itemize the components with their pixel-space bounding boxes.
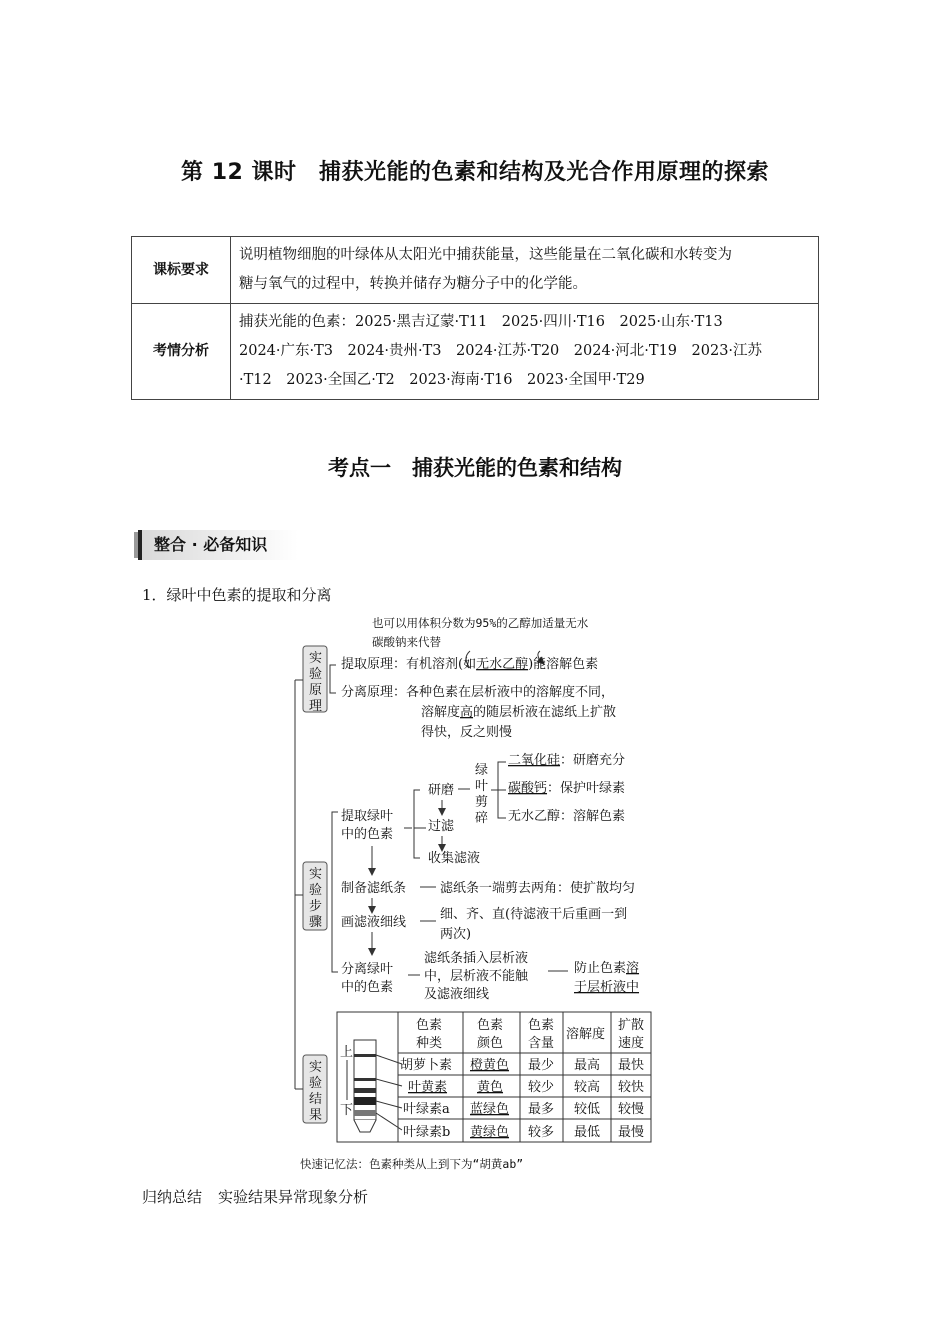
table-cell: 叶绿素b xyxy=(403,1125,451,1140)
table-cell: 最低 xyxy=(574,1125,601,1140)
up-label: 上 xyxy=(340,1045,354,1060)
box-char: 理 xyxy=(309,699,323,714)
table-cell: 叶黄素 xyxy=(408,1080,448,1095)
table-cell: 最慢 xyxy=(618,1125,645,1140)
table-cell: 最高 xyxy=(574,1058,601,1073)
table-cell: 黄色 xyxy=(477,1080,504,1095)
text-line: 捕获光能的色素：2025·黑吉辽蒙·T11 2025·四川·T16 2025·山东·T13 xyxy=(239,314,723,330)
table-cell: 最少 xyxy=(528,1058,555,1073)
box-char: 骤 xyxy=(309,915,323,930)
page-title: 第 12 课时 捕获光能的色素和结构及光合作用原理的探索 xyxy=(181,160,769,185)
step-prep-strip: 制备滤纸条 xyxy=(341,881,407,896)
down-label: 下 xyxy=(340,1103,354,1118)
memory-tip: 快速记忆法：色素种类从上到下为“胡黄ab” xyxy=(300,1157,524,1171)
row-label-analysis: 考情分析 xyxy=(132,304,231,400)
table-cell: 胡萝卜素 xyxy=(400,1058,453,1073)
note-text: 碳酸钠来代替 xyxy=(372,635,441,649)
insert-desc: 及滤液细线 xyxy=(424,987,490,1002)
bracket xyxy=(414,790,420,858)
table-cell: 较慢 xyxy=(618,1102,645,1117)
table-header: 色素 xyxy=(528,1018,555,1033)
section-badge: 整合 · 必备知识 xyxy=(138,530,298,560)
table-header: 色素 xyxy=(477,1018,504,1033)
table-cell: 蓝绿色 xyxy=(470,1102,510,1117)
summary-text: 实验结果异常现象分析 xyxy=(218,1188,369,1206)
table-cell: 较多 xyxy=(528,1125,555,1140)
text-line: 2024·广东·T3 2024·贵州·T3 2024·江苏·T20 2024·河北·T19 2023·江苏 xyxy=(239,343,763,359)
table-header: 溶解度 xyxy=(566,1027,606,1042)
table-cell: 叶绿素a xyxy=(403,1102,450,1117)
table-cell: 较低 xyxy=(574,1102,601,1117)
bracket xyxy=(332,812,338,972)
ethanol-line: 无水乙醇：溶解色素 xyxy=(508,809,626,824)
box-char: 实 xyxy=(309,651,323,666)
draw-line-desc: 细、齐、直(待滤液干后重画一到 xyxy=(440,907,628,922)
box-char: 步 xyxy=(309,899,323,914)
leaf-cut-char: 碎 xyxy=(475,811,489,826)
step-extract: 中的色素 xyxy=(341,827,394,842)
text-line: 糖与氧气的过程中，转换并储存为糖分子中的化学能。 xyxy=(239,276,587,292)
step-filter: 过滤 xyxy=(428,819,455,834)
table-cell: 较少 xyxy=(528,1080,555,1095)
table-cell: 较高 xyxy=(574,1080,601,1095)
step-collect: 收集滤液 xyxy=(428,851,481,866)
note-text: 也可以用体积分数为95%的乙醇加适量无水 xyxy=(372,616,589,630)
box-char: 实 xyxy=(309,1060,323,1075)
prevent-desc: 于层析液中 xyxy=(574,980,640,995)
step-grind: 研磨 xyxy=(428,783,455,798)
separate-principle: 得快，反之则慢 xyxy=(421,725,513,740)
table-cell: 最快 xyxy=(618,1058,645,1073)
extract-principle: 提取原理：有机溶剂(如无水乙醇)能溶解色素 xyxy=(341,657,599,672)
box-char: 果 xyxy=(309,1108,323,1123)
row-label-standard: 课标要求 xyxy=(132,237,231,304)
table-cell: 较快 xyxy=(618,1080,645,1095)
section-title: 考点一 捕获光能的色素和结构 xyxy=(328,456,622,480)
chromatography-strip xyxy=(354,1040,376,1132)
insert-desc: 中，层析液不能触 xyxy=(424,969,529,984)
box-char: 验 xyxy=(309,883,323,898)
table-header: 颜色 xyxy=(477,1036,504,1051)
step-separate: 分离绿叶 xyxy=(341,962,394,977)
separate-principle: 溶解度高的随层析液在滤纸上扩散 xyxy=(421,705,617,720)
table-cell: 橙黄色 xyxy=(470,1058,510,1073)
leaf-cut-char: 绿 xyxy=(475,763,489,778)
box-char: 结 xyxy=(309,1092,323,1107)
step-extract: 提取绿叶 xyxy=(341,809,394,824)
summary-heading xyxy=(142,1186,368,1207)
table-header: 色素 xyxy=(416,1018,443,1033)
table-cell: 黄绿色 xyxy=(470,1125,510,1140)
paragraph-heading: 1．绿叶中色素的提取和分离 xyxy=(142,586,332,604)
leaf-cut-char: 剪 xyxy=(475,795,489,810)
separate-principle: 分离原理：各种色素在层析液中的溶解度不同， xyxy=(341,685,615,700)
insert-desc: 滤纸条插入层析液 xyxy=(424,951,529,966)
summary-label: 归纳总结 xyxy=(142,1188,203,1206)
table-header: 扩散 xyxy=(618,1018,645,1033)
bracket xyxy=(330,665,336,693)
caco3-line: 碳酸钙：保护叶绿素 xyxy=(508,781,626,796)
box-char: 原 xyxy=(309,683,323,698)
sio2-line: 二氧化硅：研磨充分 xyxy=(508,753,626,768)
box-char: 验 xyxy=(309,667,323,682)
text-line: ·T12 2023·全国乙·T2 2023·海南·T16 2023·全国甲·T29 xyxy=(239,372,645,388)
leaf-cut-char: 叶 xyxy=(475,779,489,794)
text-line: 说明植物细胞的叶绿体从太阳光中捕获能量，这些能量在二氧化碳和水转变为 xyxy=(239,247,732,263)
prevent-desc: 防止色素溶 xyxy=(574,961,640,976)
table-cell: 最多 xyxy=(528,1102,555,1117)
step-draw-line: 画滤液细线 xyxy=(341,915,407,930)
table-header: 速度 xyxy=(618,1036,645,1051)
box-char: 实 xyxy=(309,867,323,882)
table-header: 种类 xyxy=(416,1036,443,1051)
box-char: 验 xyxy=(309,1076,323,1091)
prep-strip-desc: 滤纸条一端剪去两角：使扩散均匀 xyxy=(440,881,636,896)
table-header: 含量 xyxy=(528,1036,555,1051)
draw-line-desc: 两次) xyxy=(440,927,472,942)
step-separate: 中的色素 xyxy=(341,980,394,995)
